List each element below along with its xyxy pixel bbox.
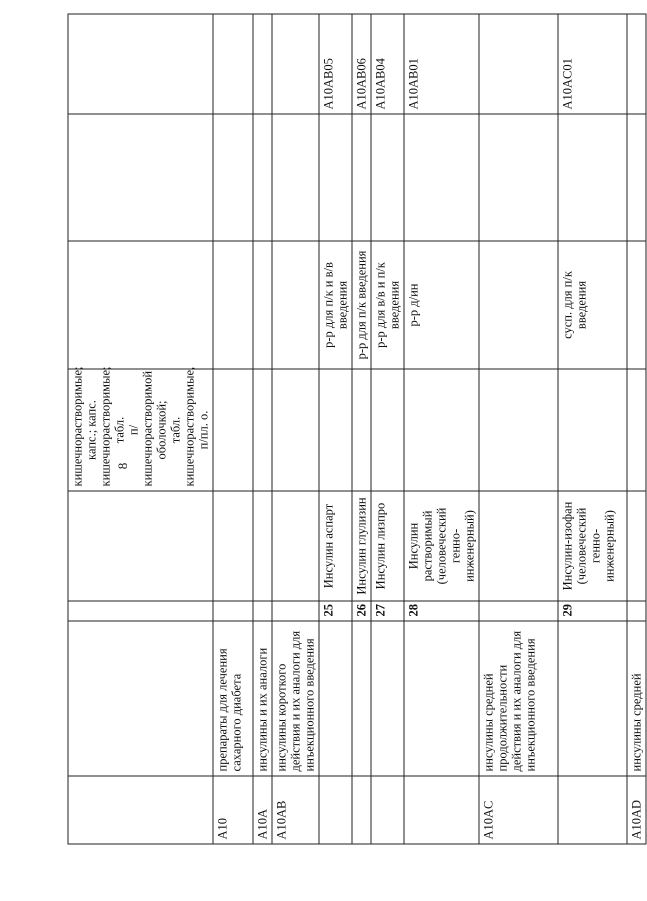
form-continuation-cell — [479, 369, 558, 491]
drug-name-cell: Инсулин растворимый (человеческий генно-инженерный) — [404, 491, 479, 601]
empty-cell — [627, 114, 646, 241]
atc-code-cell — [371, 776, 404, 844]
empty-cell — [371, 114, 404, 241]
table-row — [253, 14, 272, 844]
table-row — [319, 14, 352, 844]
drug-table-sheet — [68, 15, 644, 845]
atc-ref-cell — [479, 14, 558, 114]
drug-name-cell — [479, 491, 558, 601]
form-continuation-cell — [371, 369, 404, 491]
table-row — [68, 14, 213, 844]
item-number-cell: 29 — [558, 601, 627, 621]
drug-name-cell: Инсулин лизпро — [371, 491, 404, 601]
table-row — [352, 14, 371, 844]
atc-code-cell: A10AB — [272, 776, 319, 844]
atc-ref-cell: A10AB05 — [319, 14, 352, 114]
drug-name-cell — [627, 491, 646, 601]
table-row — [558, 14, 627, 844]
atc-ref-cell — [68, 14, 213, 114]
empty-cell — [213, 114, 253, 241]
group-name-cell — [558, 621, 627, 776]
atc-ref-cell — [213, 14, 253, 114]
form-continuation-cell: кишечнорастворимые; капс.; капс. кишечнорастворимые; табл. п/кишечнорастворимой оболочкой; табл. кишечнорастворимые, п/пл. о. — [68, 369, 213, 491]
dosage-form-cell — [479, 241, 558, 369]
item-number-cell — [479, 601, 558, 621]
empty-cell — [404, 114, 479, 241]
atc-code-cell — [352, 776, 371, 844]
dosage-form-cell: сусп. для п/к введения — [558, 241, 627, 369]
form-continuation-cell — [627, 369, 646, 491]
group-name-cell — [352, 621, 371, 776]
dosage-form-cell: р-р д/ин — [404, 241, 479, 369]
atc-code-cell — [558, 776, 627, 844]
atc-ref-cell — [272, 14, 319, 114]
item-number-cell: 28 — [404, 601, 479, 621]
atc-ref-cell — [627, 14, 646, 114]
atc-ref-cell: A10AC01 — [558, 14, 627, 114]
dosage-form-cell — [68, 241, 213, 369]
form-continuation-cell — [272, 369, 319, 491]
atc-ref-cell: A10AB01 — [404, 14, 479, 114]
atc-code-cell: A10 — [213, 776, 253, 844]
dosage-form-cell — [627, 241, 646, 369]
drug-name-cell: Инсулин аспарт — [319, 491, 352, 601]
group-name-cell: препараты для лечения сахарного диабета — [213, 621, 253, 776]
dosage-form-cell: р-р для п/к и в/в введения — [319, 241, 352, 369]
form-continuation-cell — [253, 369, 272, 491]
group-name-cell: инсулины средней продолжительности действия и их аналоги для инъекционного введения — [479, 621, 558, 776]
atc-ref-cell: A10AB06 — [352, 14, 371, 114]
table-row — [371, 14, 404, 844]
item-number-cell — [627, 601, 646, 621]
drug-table-body — [68, 14, 646, 844]
drug-name-cell: Инсулин-изофан (человеческий генно-инженерный) — [558, 491, 627, 601]
atc-code-cell: A10AC — [479, 776, 558, 844]
atc-ref-cell: A10AB04 — [371, 14, 404, 114]
drug-table — [68, 14, 647, 845]
atc-code-cell: A10AD — [627, 776, 646, 844]
table-row — [213, 14, 253, 844]
group-name-cell — [319, 621, 352, 776]
item-number-cell — [253, 601, 272, 621]
group-name-cell: инсулины и их аналоги — [253, 621, 272, 776]
empty-cell — [352, 114, 371, 241]
table-row — [479, 14, 558, 844]
dosage-form-cell: р-р для в/в и п/к введения — [371, 241, 404, 369]
atc-code-cell — [319, 776, 352, 844]
item-number-cell: 25 — [319, 601, 352, 621]
dosage-form-cell — [213, 241, 253, 369]
page-number: 8 — [115, 462, 130, 470]
empty-cell — [558, 114, 627, 241]
item-number-cell — [213, 601, 253, 621]
table-row — [272, 14, 319, 844]
item-number-cell — [272, 601, 319, 621]
table-row — [404, 14, 479, 844]
form-continuation-cell — [213, 369, 253, 491]
item-number-cell: 26 — [352, 601, 371, 621]
form-continuation-cell — [558, 369, 627, 491]
empty-cell — [272, 114, 319, 241]
dosage-form-cell — [272, 241, 319, 369]
group-name-cell — [371, 621, 404, 776]
drug-name-cell — [68, 491, 213, 601]
empty-cell — [319, 114, 352, 241]
group-name-cell: инсулины средней — [627, 621, 646, 776]
empty-cell — [479, 114, 558, 241]
empty-cell — [253, 114, 272, 241]
table-row — [627, 14, 646, 844]
empty-cell — [68, 114, 213, 241]
atc-code-cell — [404, 776, 479, 844]
atc-code-cell — [68, 776, 213, 844]
drug-name-cell — [253, 491, 272, 601]
group-name-cell — [68, 621, 213, 776]
group-name-cell: инсулины короткого действия и их аналоги для инъекционного введения — [272, 621, 319, 776]
drug-name-cell: Инсулин глулизин — [352, 491, 371, 601]
atc-code-cell: A10A — [253, 776, 272, 844]
item-number-cell — [68, 601, 213, 621]
group-name-cell — [404, 621, 479, 776]
item-number-cell: 27 — [371, 601, 404, 621]
drug-name-cell — [272, 491, 319, 601]
atc-ref-cell — [253, 14, 272, 114]
form-continuation-cell — [319, 369, 352, 491]
form-continuation-cell — [404, 369, 479, 491]
dosage-form-cell: р-р для п/к введения — [352, 241, 371, 369]
dosage-form-cell — [253, 241, 272, 369]
form-continuation-cell — [352, 369, 371, 491]
drug-name-cell — [213, 491, 253, 601]
